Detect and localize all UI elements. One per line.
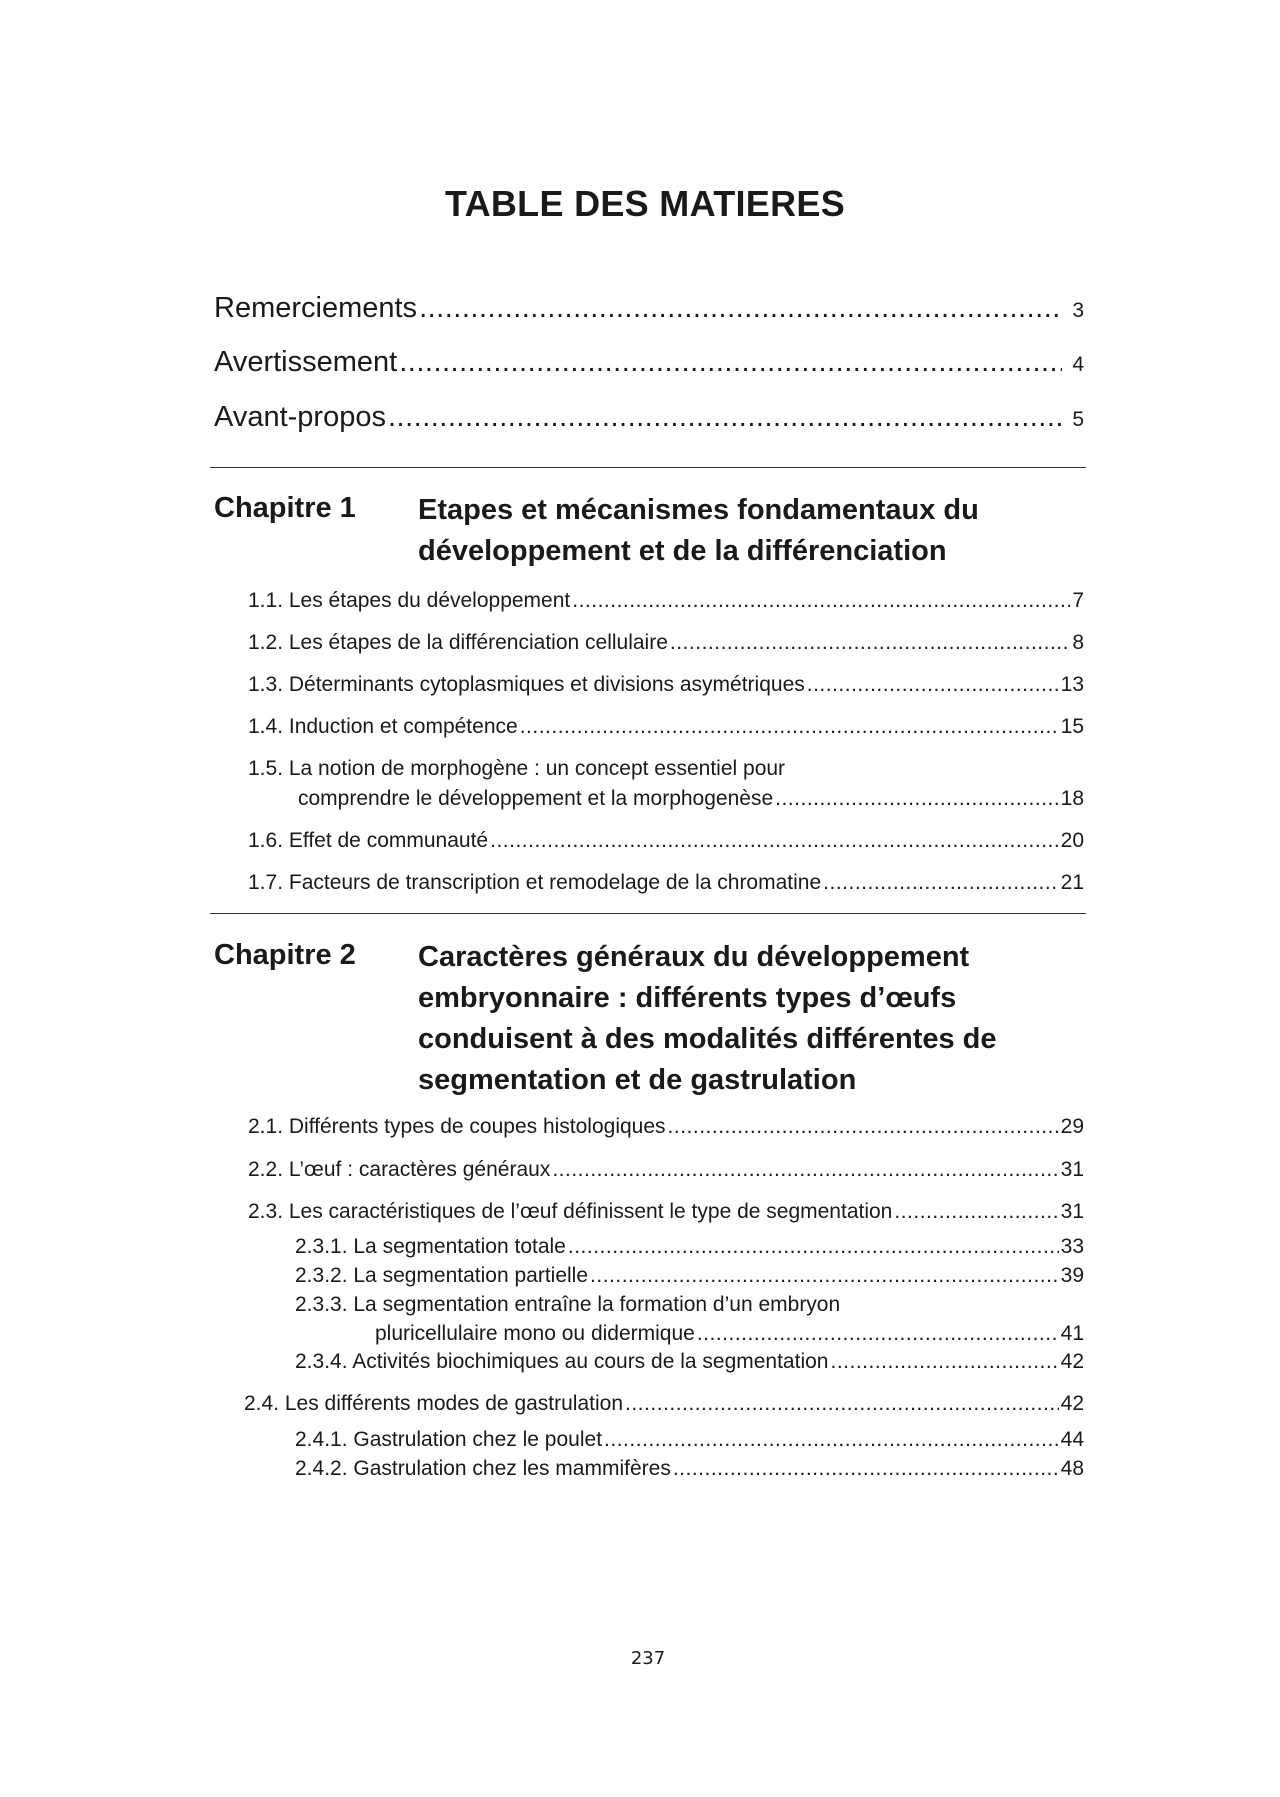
toc-entry-2-4[interactable]	[244, 1392, 1084, 1416]
toc-entry-label: 2.4.1. Gastrulation chez le poulet	[295, 1428, 603, 1451]
toc-entry-1-1[interactable]	[248, 589, 1084, 613]
dot-leader	[388, 401, 1062, 434]
toc-entry-1-4[interactable]	[248, 715, 1084, 739]
toc-entry-2-1[interactable]	[248, 1115, 1084, 1139]
dot-leader	[490, 829, 1059, 853]
toc-entry-label: pluricellulaire mono ou didermique	[375, 1322, 695, 1345]
toc-entry-2-3-3[interactable]	[375, 1322, 1084, 1346]
toc-entry-label: 1.1. Les étapes du développement	[248, 589, 571, 612]
toc-entry-label: 2.3.1. La segmentation totale	[295, 1235, 566, 1258]
toc-entry-page: 15	[1060, 715, 1084, 738]
toc-entry-page: 41	[1060, 1322, 1084, 1345]
toc-entry-2-3[interactable]	[248, 1200, 1084, 1224]
toc-entry-label: 2.4. Les différents modes de gastrulation	[244, 1392, 624, 1415]
toc-entry-avertissement[interactable]	[214, 346, 1084, 379]
toc-entry-page: 44	[1060, 1428, 1084, 1451]
toc-entry-page: 3	[1072, 299, 1084, 322]
toc-entry-2-3-3-line1[interactable]: 2.3.3. La segmentation entraîne la formation d’un embryon	[295, 1293, 841, 1316]
dot-leader	[419, 292, 1062, 325]
chapter-2-label: Chapitre 2	[214, 939, 356, 971]
section-divider	[210, 467, 1086, 468]
toc-entry-page: 18	[1060, 787, 1084, 810]
toc-entry-page: 13	[1060, 673, 1084, 696]
toc-entry-page: 8	[1072, 631, 1084, 654]
toc-entry-label: Avant-propos	[214, 401, 386, 433]
toc-entry-1-7[interactable]	[248, 871, 1084, 895]
dot-leader	[775, 787, 1059, 811]
toc-entry-page: 21	[1060, 871, 1084, 894]
dot-leader	[625, 1392, 1059, 1416]
toc-entry-label: 2.3. Les caractéristiques de l’œuf définissent le type de segmentation	[248, 1200, 893, 1223]
dot-leader	[673, 1457, 1059, 1481]
dot-leader	[670, 631, 1070, 655]
toc-entry-1-2[interactable]	[248, 631, 1084, 655]
toc-entry-1-5[interactable]	[298, 787, 1084, 811]
toc-entry-label: 1.3. Déterminants cytoplasmiques et divisions asymétriques	[248, 673, 805, 696]
toc-entry-label: Remerciements	[214, 292, 418, 324]
page-number: 237	[630, 1648, 666, 1669]
toc-entry-avant-propos[interactable]	[214, 401, 1084, 434]
dot-leader	[572, 589, 1070, 613]
toc-entry-label: 1.6. Effet de communauté	[248, 829, 489, 852]
dot-leader	[604, 1428, 1059, 1452]
toc-entry-label: Avertissement	[214, 346, 398, 378]
toc-entry-2-3-2[interactable]	[295, 1264, 1084, 1288]
toc-entry-page: 31	[1060, 1200, 1084, 1223]
dot-leader	[568, 1235, 1059, 1259]
dot-leader	[697, 1322, 1059, 1346]
toc-entry-page: 20	[1060, 829, 1084, 852]
section-divider	[210, 913, 1086, 914]
toc-entry-1-3[interactable]	[248, 673, 1084, 697]
toc-entry-page: 42	[1060, 1350, 1084, 1373]
dot-leader	[823, 871, 1058, 895]
toc-entry-page: 33	[1060, 1235, 1084, 1258]
toc-entry-2-3-4[interactable]	[295, 1350, 1084, 1374]
dot-leader	[894, 1200, 1058, 1224]
toc-entry-page: 7	[1072, 589, 1084, 612]
dot-leader	[590, 1264, 1059, 1288]
dot-leader	[552, 1158, 1058, 1182]
dot-leader	[399, 346, 1062, 379]
toc-entry-label: 1.2. Les étapes de la différenciation cellulaire	[248, 631, 668, 654]
toc-entry-2-3-1[interactable]	[295, 1235, 1084, 1259]
toc-entry-1-5-line1[interactable]: 1.5. La notion de morphogène : un concept essentiel pour	[248, 757, 786, 780]
toc-entry-label: comprendre le développement et la morphogenèse	[298, 787, 774, 810]
toc-entry-remerciements[interactable]	[214, 292, 1084, 325]
toc-entry-page: 4	[1072, 353, 1084, 376]
toc-entry-2-2[interactable]	[248, 1158, 1084, 1182]
toc-entry-label: 2.3.2. La segmentation partielle	[295, 1264, 589, 1287]
chapter-1-title: Etapes et mécanismes fondamentaux du développement et de la différenciation	[418, 494, 979, 567]
toc-entry-page: 42	[1060, 1392, 1084, 1415]
dot-leader	[830, 1350, 1058, 1374]
toc-entry-1-6[interactable]	[248, 829, 1084, 853]
chapter-1-label: Chapitre 1	[214, 492, 356, 524]
toc-entry-page: 29	[1060, 1115, 1084, 1138]
toc-entry-label: 2.3.4. Activités biochimiques au cours de la segmentation	[295, 1350, 829, 1373]
toc-entry-label: 1.4. Induction et compétence	[248, 715, 518, 738]
toc-entry-label: 2.4.2. Gastrulation chez les mammifères	[295, 1457, 671, 1480]
toc-entry-page: 5	[1072, 408, 1084, 431]
toc-entry-label: 1.7. Facteurs de transcription et remodelage de la chromatine	[248, 871, 822, 894]
chapter-2-title: Caractères généraux du développement embryonnaire : différents types d’œufs conduisent à des modalités différentes de segmentation et de gastrulation	[418, 941, 997, 1096]
toc-entry-page: 48	[1060, 1457, 1084, 1480]
toc-entry-2-4-2[interactable]	[295, 1457, 1084, 1481]
toc-entry-label: 2.2. L’œuf : caractères généraux	[248, 1158, 551, 1181]
dot-leader	[520, 715, 1059, 739]
dot-leader	[668, 1115, 1059, 1139]
page-title: TABLE DES MATIERES	[444, 183, 846, 224]
toc-entry-page: 39	[1060, 1264, 1084, 1287]
toc-entry-label: 2.1. Différents types de coupes histologiques	[248, 1115, 666, 1138]
dot-leader	[807, 673, 1059, 697]
toc-entry-2-4-1[interactable]	[295, 1428, 1084, 1452]
toc-entry-page: 31	[1060, 1158, 1084, 1181]
